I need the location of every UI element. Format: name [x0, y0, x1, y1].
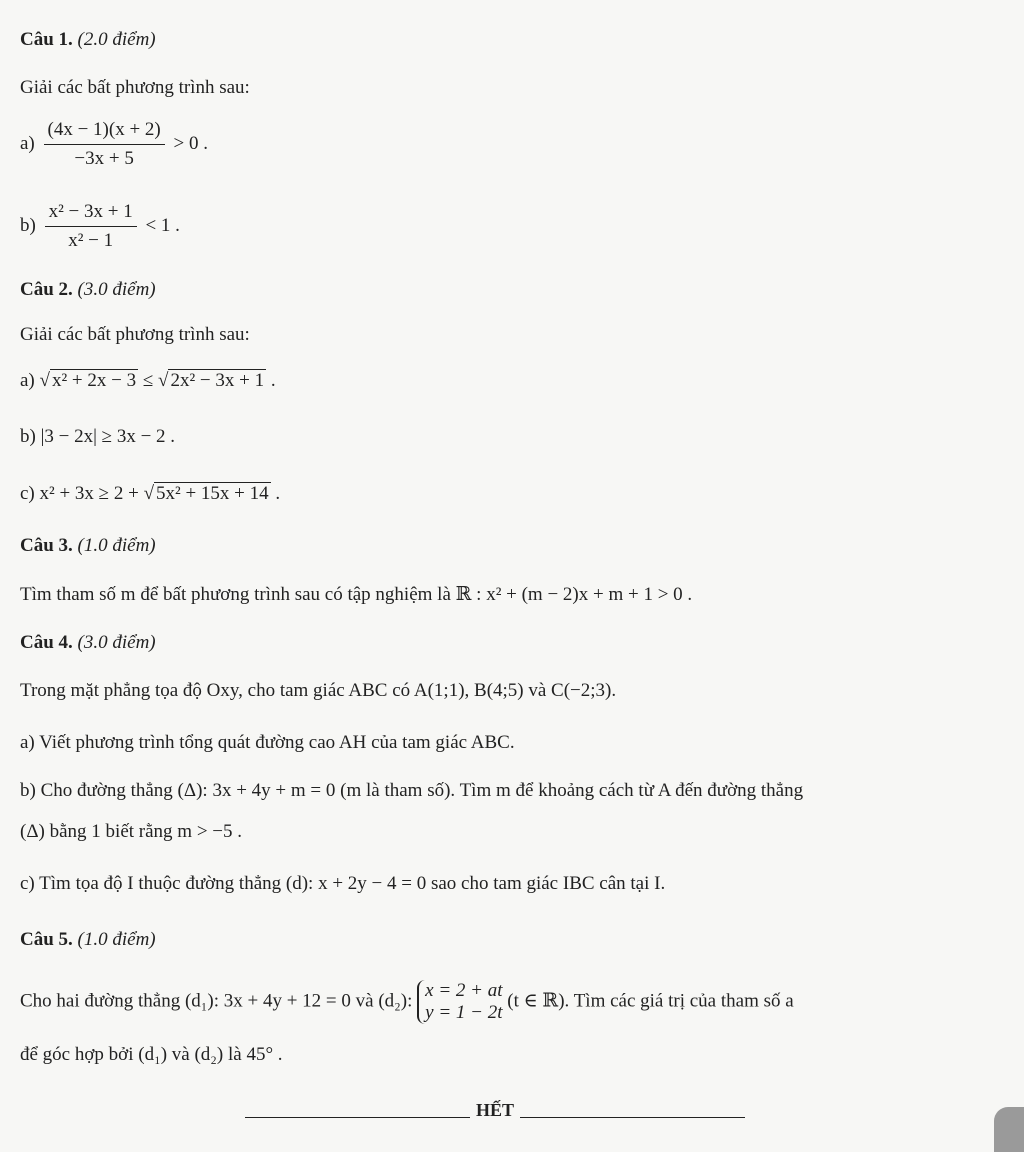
- q3-title: Câu 3.: [20, 535, 73, 556]
- q1-b-label: b): [20, 214, 36, 236]
- q1-a-rest: > 0 .: [173, 132, 208, 154]
- q2-part-a: a) √ x² + 2x − 3 ≤ √ 2x² − 3x + 1 .: [20, 370, 276, 391]
- q2-a-label: a): [20, 370, 35, 391]
- scroll-corner-shape: [994, 1107, 1024, 1152]
- q4-part-c: c) Tìm tọa độ I thuộc đường thẳng (d): x + 2y − 4 = 0 sao cho tam giác IBC cân tại I.: [20, 873, 666, 894]
- q5-line1: [20, 980, 794, 1024]
- q5-heading: [20, 928, 156, 952]
- q5-line2: để góc hợp bởi (d₁) và (d₂) là 45° .: [20, 1044, 283, 1065]
- q2-c-label: c): [20, 483, 35, 504]
- q1-a-label: a): [20, 132, 35, 154]
- q2-b-expr: |3 − 2x| ≥ 3x − 2 .: [40, 426, 176, 447]
- q2-title: Câu 2.: [20, 279, 73, 300]
- q2-a-left-radicand: x² + 2x − 3: [51, 370, 137, 391]
- q4-part-a: a) Viết phương trình tổng quát đường cao AH của tam giác ABC.: [20, 732, 515, 753]
- q5-title: Câu 5.: [20, 929, 73, 950]
- end-right-rule: [520, 1117, 745, 1118]
- q2-c-end: .: [270, 483, 281, 504]
- q2-b-label: b): [20, 426, 36, 447]
- q1-intro: Giải các bất phương trình sau:: [20, 77, 250, 98]
- q1-b-denominator: x² − 1: [68, 230, 114, 251]
- q2-points: (3.0 điểm): [77, 279, 156, 300]
- q3-heading: [20, 534, 156, 558]
- q1-title: Câu 1.: [20, 29, 73, 50]
- q5-pre: Cho hai đường thẳng (d₁): 3x + 4y + 12 = 0 và (d₂):: [20, 990, 418, 1012]
- q2-c-radicand: 5x² + 15x + 14: [156, 483, 269, 504]
- q2-a-end: .: [266, 370, 276, 391]
- q2-part-c: c) x² + 3x ≥ 2 + √ 5x² + 15x + 14 .: [20, 483, 281, 504]
- q2-heading: [20, 278, 156, 302]
- q3-text: Tìm tham số m để bất phương trình sau có tập nghiệm là ℝ : x² + (m − 2)x + m + 1 > 0 .: [20, 584, 693, 605]
- q1-b-numerator: x² − 3x + 1: [45, 200, 137, 227]
- q1-heading: [20, 28, 156, 52]
- q5-system: [417, 980, 502, 1024]
- q1-a-numerator: (4x − 1)(x + 2): [44, 118, 165, 145]
- q2-c-left: x² + 3x ≥ 2 +: [39, 483, 144, 504]
- q2-a-right-radicand: 2x² − 3x + 1: [170, 370, 265, 391]
- q4-part-b-line1: b) Cho đường thẳng (Δ): 3x + 4y + m = 0 (m là tham số). Tìm m để khoảng cách từ A đến đường thẳng: [20, 780, 804, 801]
- q4-intro: Trong mặt phẳng tọa độ Oxy, cho tam giác ABC có A(1;1), B(4;5) và C(−2;3).: [20, 680, 617, 701]
- q1-part-a: [20, 118, 208, 171]
- q1-a-fraction: [44, 118, 165, 171]
- end-text: HẾT: [475, 1100, 514, 1120]
- q1-a-denominator: −3x + 5: [74, 148, 134, 169]
- q2-intro: Giải các bất phương trình sau:: [20, 324, 250, 345]
- q4-part-b-line2: (Δ) bằng 1 biết rằng m > −5 .: [20, 821, 243, 842]
- q4-title: Câu 4.: [20, 632, 73, 653]
- q3-points: (1.0 điểm): [77, 535, 156, 556]
- q5-post: (t ∈ ℝ). Tìm các giá trị của tham số a: [502, 990, 794, 1012]
- q1-part-b: [20, 200, 180, 253]
- q1-b-rest: < 1 .: [145, 214, 180, 236]
- q1-points: (2.0 điểm): [77, 29, 156, 50]
- end-marker: [235, 1100, 755, 1121]
- end-left-rule: [245, 1117, 470, 1118]
- q5-sys-eq1: x = 2 + at: [425, 980, 503, 1001]
- q1-b-fraction: [45, 200, 137, 253]
- q4-points: (3.0 điểm): [77, 632, 156, 653]
- q2-part-b: [20, 425, 175, 449]
- q5-points: (1.0 điểm): [77, 929, 156, 950]
- q2-a-mid: ≤: [138, 370, 159, 391]
- q5-sys-eq2: y = 1 − 2t: [425, 1002, 503, 1023]
- q4-heading: [20, 631, 156, 655]
